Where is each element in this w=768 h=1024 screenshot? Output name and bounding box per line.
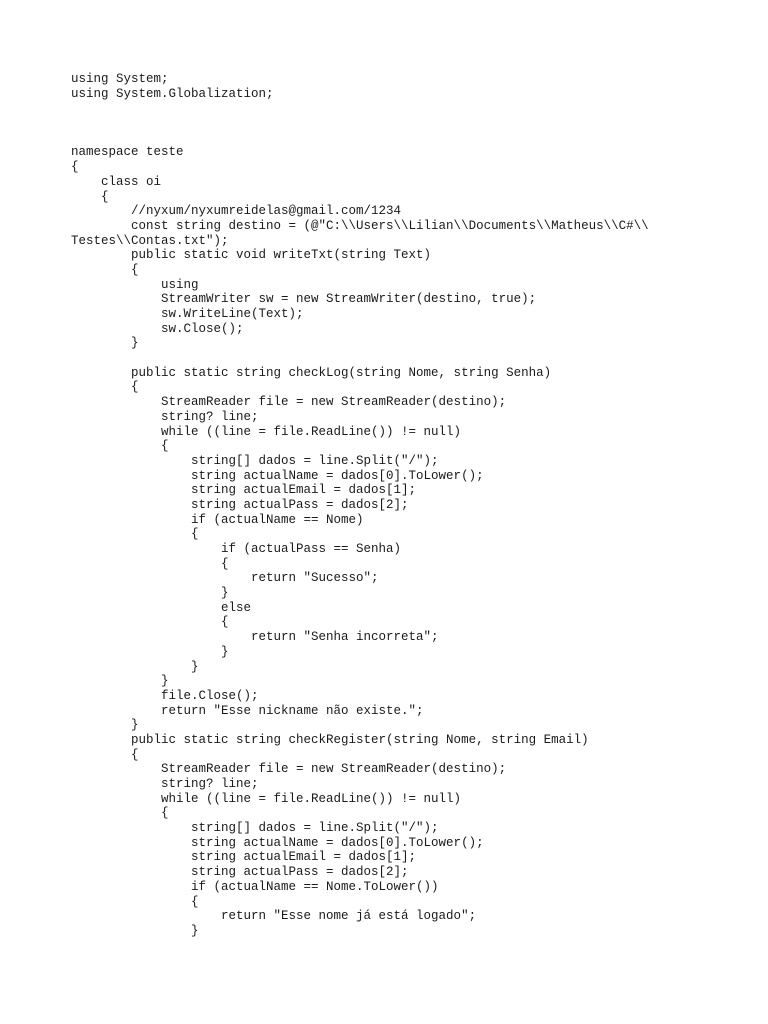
code-line: return "Sucesso";	[71, 571, 379, 586]
code-line: }	[71, 659, 199, 674]
code-line	[71, 116, 731, 131]
code-line: Testes\\Contas.txt");	[71, 233, 229, 248]
code-line: StreamReader file = new StreamReader(destino);	[71, 395, 507, 410]
code-line: {	[71, 160, 79, 175]
code-line: StreamReader file = new StreamReader(destino);	[71, 762, 507, 777]
code-line: string[] dados = line.Split("/");	[71, 453, 439, 468]
code-line: else	[71, 600, 252, 615]
code-line: string actualEmail = dados[1];	[71, 850, 417, 865]
code-line	[71, 351, 731, 366]
code-line: {	[71, 615, 229, 630]
code-line: using	[71, 277, 199, 292]
code-line: string actualPass = dados[2];	[71, 497, 409, 512]
code-line: {	[71, 380, 139, 395]
code-line: return "Esse nome já está logado";	[71, 909, 477, 924]
code-line: string? line;	[71, 777, 259, 791]
code-line: sw.Close();	[71, 321, 244, 336]
code-line: string actualPass = dados[2];	[71, 865, 409, 880]
code-line: if (actualPass == Senha)	[71, 542, 402, 556]
code-line: public static string checkRegister(string Nome, string Email)	[71, 732, 589, 747]
code-line: return "Senha incorreta";	[71, 630, 439, 645]
code-line: namespace teste	[71, 145, 184, 160]
code-line: {	[71, 894, 199, 909]
code-block	[71, 72, 731, 939]
code-line: //nyxum/nyxumreidelas@gmail.com/1234	[71, 204, 402, 219]
code-line: return "Esse nickname não existe.";	[71, 703, 424, 718]
code-line: if (actualName == Nome.ToLower())	[71, 879, 439, 894]
code-line	[71, 131, 731, 146]
code-line: {	[71, 189, 109, 204]
code-line: string[] dados = line.Split("/");	[71, 821, 439, 836]
code-line: public static void writeTxt(string Text)	[71, 248, 432, 263]
code-line: file.Close();	[71, 688, 259, 703]
code-line: string actualName = dados[0].ToLower();	[71, 468, 484, 483]
code-line: }	[71, 674, 169, 689]
code-line: {	[71, 262, 139, 277]
code-line: sw.WriteLine(Text);	[71, 307, 304, 321]
code-line: public static string checkLog(string Nome, string Senha)	[71, 365, 552, 380]
code-line: string actualEmail = dados[1];	[71, 483, 417, 498]
code-line: using System.Globalization;	[71, 86, 274, 101]
code-line: {	[71, 556, 229, 571]
code-line: if (actualName == Nome)	[71, 512, 364, 527]
code-line: StreamWriter sw = new StreamWriter(destino, true);	[71, 292, 537, 307]
code-line: while ((line = file.ReadLine()) != null)	[71, 791, 462, 806]
code-line: }	[71, 336, 139, 351]
code-line: using System;	[71, 72, 169, 86]
code-line: string? line;	[71, 409, 259, 424]
code-line: string actualName = dados[0].ToLower();	[71, 835, 484, 850]
code-line: }	[71, 644, 229, 659]
code-line: const string destino = (@"C:\\Users\\Lilian\\Documents\\Matheus\\C#\\	[71, 218, 649, 233]
code-line: {	[71, 527, 199, 542]
code-line: }	[71, 718, 139, 733]
code-line: while ((line = file.ReadLine()) != null)	[71, 424, 462, 439]
code-line: {	[71, 439, 169, 454]
code-line	[71, 101, 731, 116]
code-line: }	[71, 586, 229, 601]
code-line: {	[71, 806, 169, 821]
code-line: }	[71, 923, 199, 938]
code-line: class oi	[71, 174, 162, 189]
code-line: {	[71, 747, 139, 762]
